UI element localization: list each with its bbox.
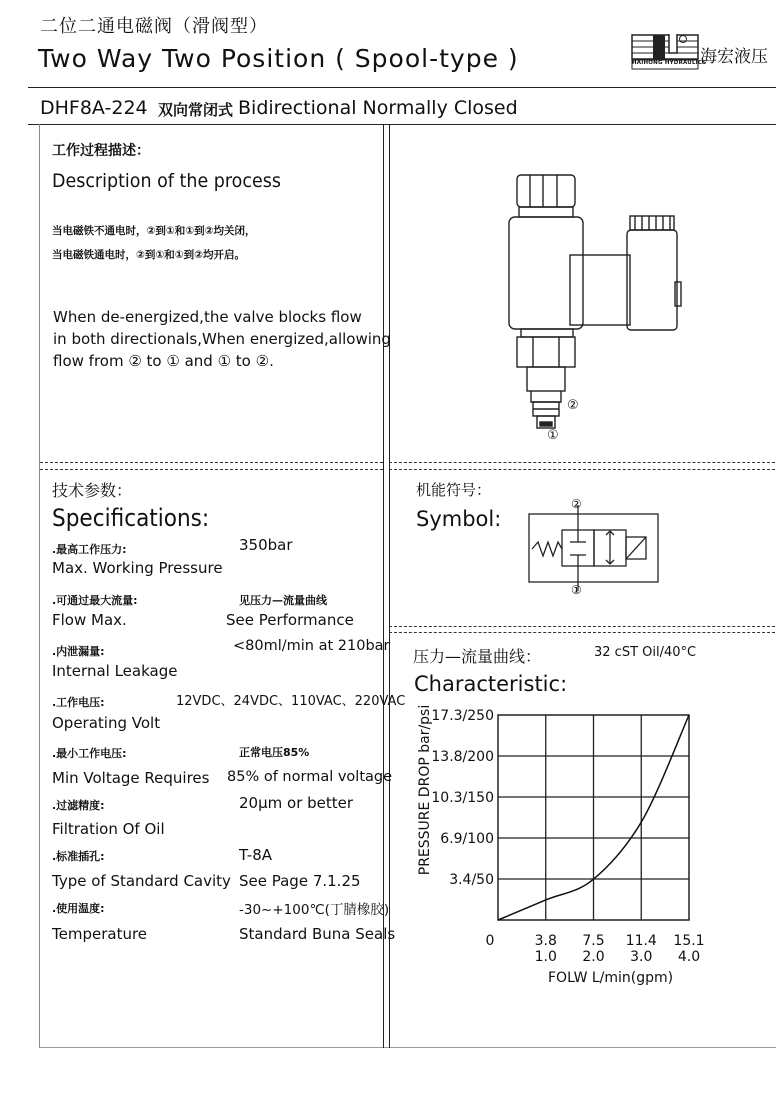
chart-x-tick-label-lpm: 7.5 (582, 933, 605, 949)
model-type-cn: 双向常闭式 (158, 101, 234, 119)
spec-label-cn: .内泄漏量: (52, 645, 105, 658)
description-en-line-3: flow from ② to ① and ① to ②. (53, 352, 274, 370)
spec-value-cn: 见压力—流量曲线 (239, 594, 327, 607)
spec-label-cn: .可通过最大流量: (52, 594, 138, 607)
spec-heading-en: Specifications: (52, 504, 210, 532)
description-cn-line-1: 当电磁铁不通电时，②到①和①到②均关闭， (52, 225, 256, 237)
spec-value-en: 20μm or better (239, 794, 354, 812)
center-divider-b (389, 124, 390, 1048)
logo-text: HAIHONG HYDRAULICS (632, 60, 707, 66)
chart-x-tick-label-gpm: 1.0 (534, 949, 557, 965)
chart-x-tick-label-gpm: 3.0 (630, 949, 653, 965)
section-divider-left-a (40, 462, 383, 463)
spec-value-cn: 正常电压85% (239, 746, 310, 759)
symbol-port-2: ② (571, 497, 582, 511)
chart-heading-en: Characteristic: (414, 672, 568, 696)
chart-oil-note: 32 cST Oil/40°C (594, 645, 697, 660)
pressure-flow-chart (410, 705, 770, 1005)
drawing-port-1: ① (547, 428, 559, 443)
valve-symbol-diagram (528, 497, 660, 601)
frame-bottom (39, 1047, 776, 1048)
chart-y-tick-label: 17.3/250 (431, 708, 494, 724)
spec-value-en: See Page 7.1.25 (239, 872, 361, 890)
spec-label-en: Internal Leakage (52, 662, 178, 680)
model-type-en: Bidirectional Normally Closed (238, 97, 518, 119)
symbol-port-1: ① (571, 583, 582, 597)
spec-value-en: 12VDC、24VDC、110VAC、220VAC (176, 694, 406, 709)
chart-y-tick-label: 10.3/150 (431, 790, 494, 806)
spec-value-en: Standard Buna Seals (239, 925, 396, 943)
spec-label-en: Operating Volt (52, 714, 161, 732)
spec-label-cn: .标准插孔: (52, 850, 105, 863)
description-en-line-1: When de-energized,the valve blocks flow (53, 308, 362, 326)
solenoid-valve-illustration (495, 170, 685, 450)
hydraulic-symbol (528, 497, 660, 601)
chart-y-tick-label: 6.9/100 (440, 831, 494, 847)
spec-value-cn: T-8A (239, 846, 273, 864)
description-en-line-2: in both directionals,When energized,allowing (53, 330, 391, 348)
section-divider-right-a (389, 462, 776, 463)
spec-label-en: Flow Max. (52, 611, 127, 629)
spec-label-cn: .过滤精度: (52, 799, 105, 812)
chart-x-tick-label-gpm: 2.0 (582, 949, 605, 965)
chart-x-tick-label-lpm: 11.4 (625, 933, 657, 949)
spec-label-en: Temperature (52, 925, 148, 943)
spec-label-cn: .工作电压: (52, 696, 105, 709)
spec-label-cn: .使用温度: (52, 902, 105, 915)
spec-heading-cn: 技术参数： (52, 481, 133, 500)
header-divider (28, 87, 776, 88)
spec-label-cn: .最高工作压力: (52, 543, 127, 556)
valve-drawing (495, 170, 685, 450)
chart-x-tick-label-lpm: 3.8 (534, 933, 557, 949)
title-en: Two Way Two Position ( Spool-type ) (38, 44, 519, 73)
spec-label-en: Filtration Of Oil (52, 820, 165, 838)
spec-label-cn: .最小工作电压: (52, 747, 127, 760)
title-cn: 二位二通电磁阀（滑阀型） (40, 16, 268, 37)
spec-value-en: See Performance (226, 611, 354, 629)
frame-left (39, 124, 40, 1048)
spec-value-en: 85% of normal voltage (227, 769, 393, 785)
chart-x-tick-label-gpm: 4.0 (677, 949, 701, 965)
chart-divider-a (389, 626, 776, 627)
model-code: DHF8A-224 (40, 97, 148, 119)
section-divider-right-b (389, 469, 776, 470)
chart-ylabel: PRESSURE DROP bar/psi (417, 704, 433, 876)
chart-heading-cn: 压力—流量曲线： (413, 647, 542, 666)
chart-y-tick-label: 13.8/200 (431, 749, 494, 765)
chart-x-tick-label-lpm: 15.1 (673, 933, 705, 949)
description-cn-line-2: 当电磁铁通电时，②到①和①到②均开启。 (52, 249, 246, 261)
spec-value-en: <80ml/min at 210bar (233, 638, 390, 654)
spec-label-en: Type of Standard Cavity (52, 872, 231, 890)
chart-y-tick-label: 3.4/50 (449, 872, 494, 888)
chart-x-tick-label-lpm: 0 (485, 933, 495, 949)
spec-label-en: Max. Working Pressure (52, 559, 223, 577)
description-heading-en: Description of the process (52, 170, 281, 192)
brand-cn: 海宏液压 (700, 47, 768, 67)
spec-label-en: Min Voltage Requires (52, 769, 210, 787)
symbol-heading-en: Symbol: (416, 507, 502, 531)
spec-value-cn: -30~+100℃(丁腈橡胶) (239, 902, 390, 918)
company-logo (631, 34, 707, 70)
chart-xlabel: FOLW L/min(gpm) (548, 970, 674, 986)
spec-value-en: 350bar (239, 536, 293, 554)
chart-divider-b (389, 632, 776, 633)
description-heading-cn: 工作过程描述： (52, 143, 150, 159)
drawing-port-2: ② (567, 398, 579, 413)
symbol-heading-cn: 机能符号： (416, 481, 492, 499)
section-divider-left-b (40, 469, 383, 470)
model-divider (28, 124, 776, 125)
